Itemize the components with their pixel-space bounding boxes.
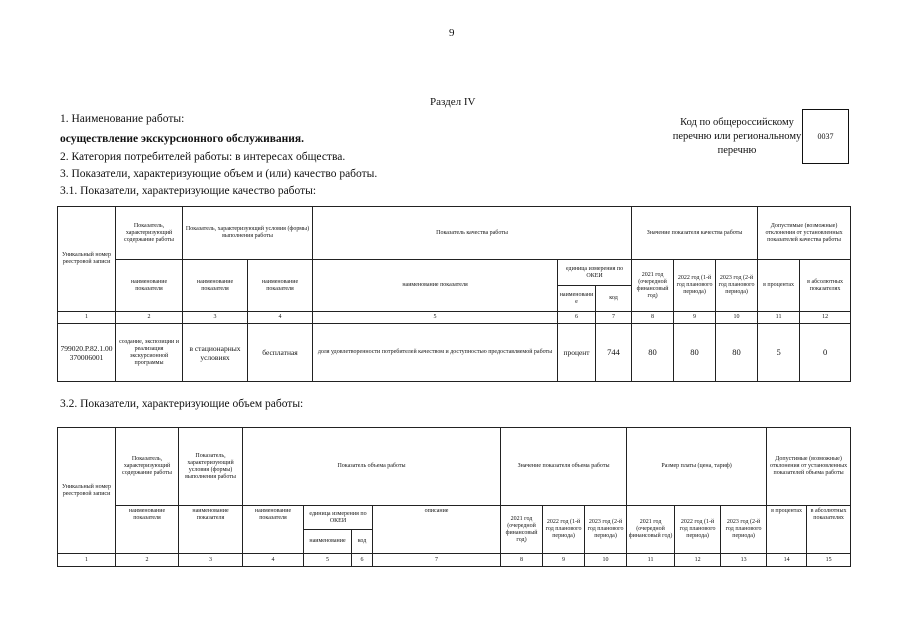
- cell-conditions: в стационарных условиях: [183, 324, 248, 382]
- cell-pct: 5: [758, 324, 800, 382]
- hdr2-abs: в абсолютных показателях: [807, 506, 851, 554]
- hdr2-fee-2023: 2023 год (2-й год планового периода): [721, 506, 767, 554]
- col-num: 3: [179, 554, 243, 567]
- hdr2-okei-code: код: [352, 530, 373, 554]
- hdr-2023: 2023 год (2-й год планового периода): [716, 260, 758, 312]
- hdr2-volume: Показатель объема работы: [243, 428, 501, 506]
- hdr-quality: Показатель качества работы: [313, 207, 632, 260]
- hdr2-pct: в процентах: [767, 506, 807, 554]
- col-num: 5: [304, 554, 352, 567]
- hdr-okei: единица измерения по ОКЕИ: [558, 260, 632, 286]
- col-num: 4: [248, 312, 313, 324]
- cell-indicator: доля удовлетворенности потребителей качеством и доступностью предоставляемой работы: [313, 324, 558, 382]
- cell-reg: 799020.Р.82.1.00370006001: [58, 324, 116, 382]
- col-num: 10: [716, 312, 758, 324]
- work-name-label: 1. Наименование работы:: [60, 113, 185, 125]
- consumer-category: 2. Категория потребителей работы: в интересах общества.: [60, 151, 346, 163]
- work-name-value: осуществление экскурсионного обслуживания.: [60, 133, 304, 145]
- col-num: 6: [558, 312, 596, 324]
- code-label: Код по общероссийскому перечню или региональному перечню: [672, 117, 802, 156]
- hdr-conditions: Показатель, характеризующий условия (формы) выполнения работы: [183, 207, 313, 260]
- hdr2-values: Значение показателя объема работы: [501, 428, 627, 506]
- col-num: 10: [585, 554, 627, 567]
- cell-payment: бесплатная: [248, 324, 313, 382]
- hdr2-2022: 2022 год (1-й год планового периода): [543, 506, 585, 554]
- page-number: 9: [449, 27, 455, 39]
- col-num: 8: [632, 312, 674, 324]
- col-num: 5: [313, 312, 558, 324]
- col-num: 11: [758, 312, 800, 324]
- hdr-name-1: наименование показателя: [116, 260, 183, 312]
- col-num: 11: [627, 554, 675, 567]
- col-num: 9: [543, 554, 585, 567]
- table-row: [58, 324, 851, 382]
- hdr2-okei-name: наименование: [304, 530, 352, 554]
- col-num: 3: [183, 312, 248, 324]
- hdr2-desc: описание: [373, 506, 501, 554]
- hdr2-fee: Размер платы (цена, тариф): [627, 428, 767, 506]
- hdr-pct: в процентах: [758, 260, 800, 312]
- col-num: 12: [800, 312, 851, 324]
- section-title: Раздел IV: [430, 96, 476, 108]
- cell-2021: 80: [632, 324, 674, 382]
- hdr-content: Показатель, характеризующий содержание работы: [116, 207, 183, 260]
- volume-heading: 3.2. Показатели, характеризующие объем работы:: [60, 398, 304, 410]
- quality-heading: 3.1. Показатели, характеризующие качество работы:: [60, 185, 317, 197]
- hdr2-fee-2022: 2022 год (1-й год планового периода): [675, 506, 721, 554]
- hdr-okei-name: наименование: [558, 286, 596, 312]
- hdr2-name-2: наименование показателя: [179, 506, 243, 554]
- hdr2-name-3: наименование показателя: [243, 506, 304, 554]
- hdr2-okei: единица измерения по ОКЕИ: [304, 506, 373, 530]
- col-num: 1: [58, 312, 116, 324]
- indicators-line: 3. Показатели, характеризующие объем и (или) качество работы.: [60, 168, 378, 180]
- col-num: 14: [767, 554, 807, 567]
- cell-code: 744: [596, 324, 632, 382]
- hdr2-fee-2021: 2021 год (очередной финансовый год): [627, 506, 675, 554]
- hdr-2021: 2021 год (очередной финансовый год): [632, 260, 674, 312]
- col-num: 2: [116, 554, 179, 567]
- hdr-okei-code: код: [596, 286, 632, 312]
- quality-table: [57, 206, 851, 382]
- col-num: 9: [674, 312, 716, 324]
- hdr-values: Значение показателя качества работы: [632, 207, 758, 260]
- col-num: 7: [596, 312, 632, 324]
- col-num: 7: [373, 554, 501, 567]
- cell-2022: 80: [674, 324, 716, 382]
- hdr2-conditions: Показатель, характеризующий условия (формы) выполнения работы: [179, 428, 243, 506]
- code-value: 0037: [802, 109, 849, 164]
- col-num: 2: [116, 312, 183, 324]
- volume-table: [57, 427, 851, 567]
- hdr2-2023: 2023 год (2-й год планового периода): [585, 506, 627, 554]
- hdr2-content: Показатель, характеризующий содержание работы: [116, 428, 179, 506]
- hdr2-reg: Уникальный номер реестровой записи: [58, 428, 116, 554]
- col-num: 4: [243, 554, 304, 567]
- col-num: 8: [501, 554, 543, 567]
- hdr2-name-1: наименование показателя: [116, 506, 179, 554]
- col-num: 12: [675, 554, 721, 567]
- cell-content: создание, экспозиции и реализация экскурсионной программы: [116, 324, 183, 382]
- hdr2-2021: 2021 год (очередной финансовый год): [501, 506, 543, 554]
- hdr-name-quality: наименование показателя: [313, 260, 558, 312]
- col-num: 1: [58, 554, 116, 567]
- hdr-deviation: Допустимые (возможные) отклонения от установленных показателей качества работы: [758, 207, 851, 260]
- hdr-name-2: наименование показателя: [183, 260, 248, 312]
- cell-abs: 0: [800, 324, 851, 382]
- col-num: 13: [721, 554, 767, 567]
- hdr-reg: Уникальный номер реестровой записи: [58, 207, 116, 312]
- cell-unit: процент: [558, 324, 596, 382]
- col-num: 15: [807, 554, 851, 567]
- hdr2-deviation: Допустимые (возможные) отклонения от установленных показателей объема работы: [767, 428, 851, 506]
- hdr-abs: в абсолютных показателях: [800, 260, 851, 312]
- cell-2023: 80: [716, 324, 758, 382]
- col-num: 6: [352, 554, 373, 567]
- hdr-name-3: наименование показателя: [248, 260, 313, 312]
- hdr-2022: 2022 год (1-й год планового периода): [674, 260, 716, 312]
